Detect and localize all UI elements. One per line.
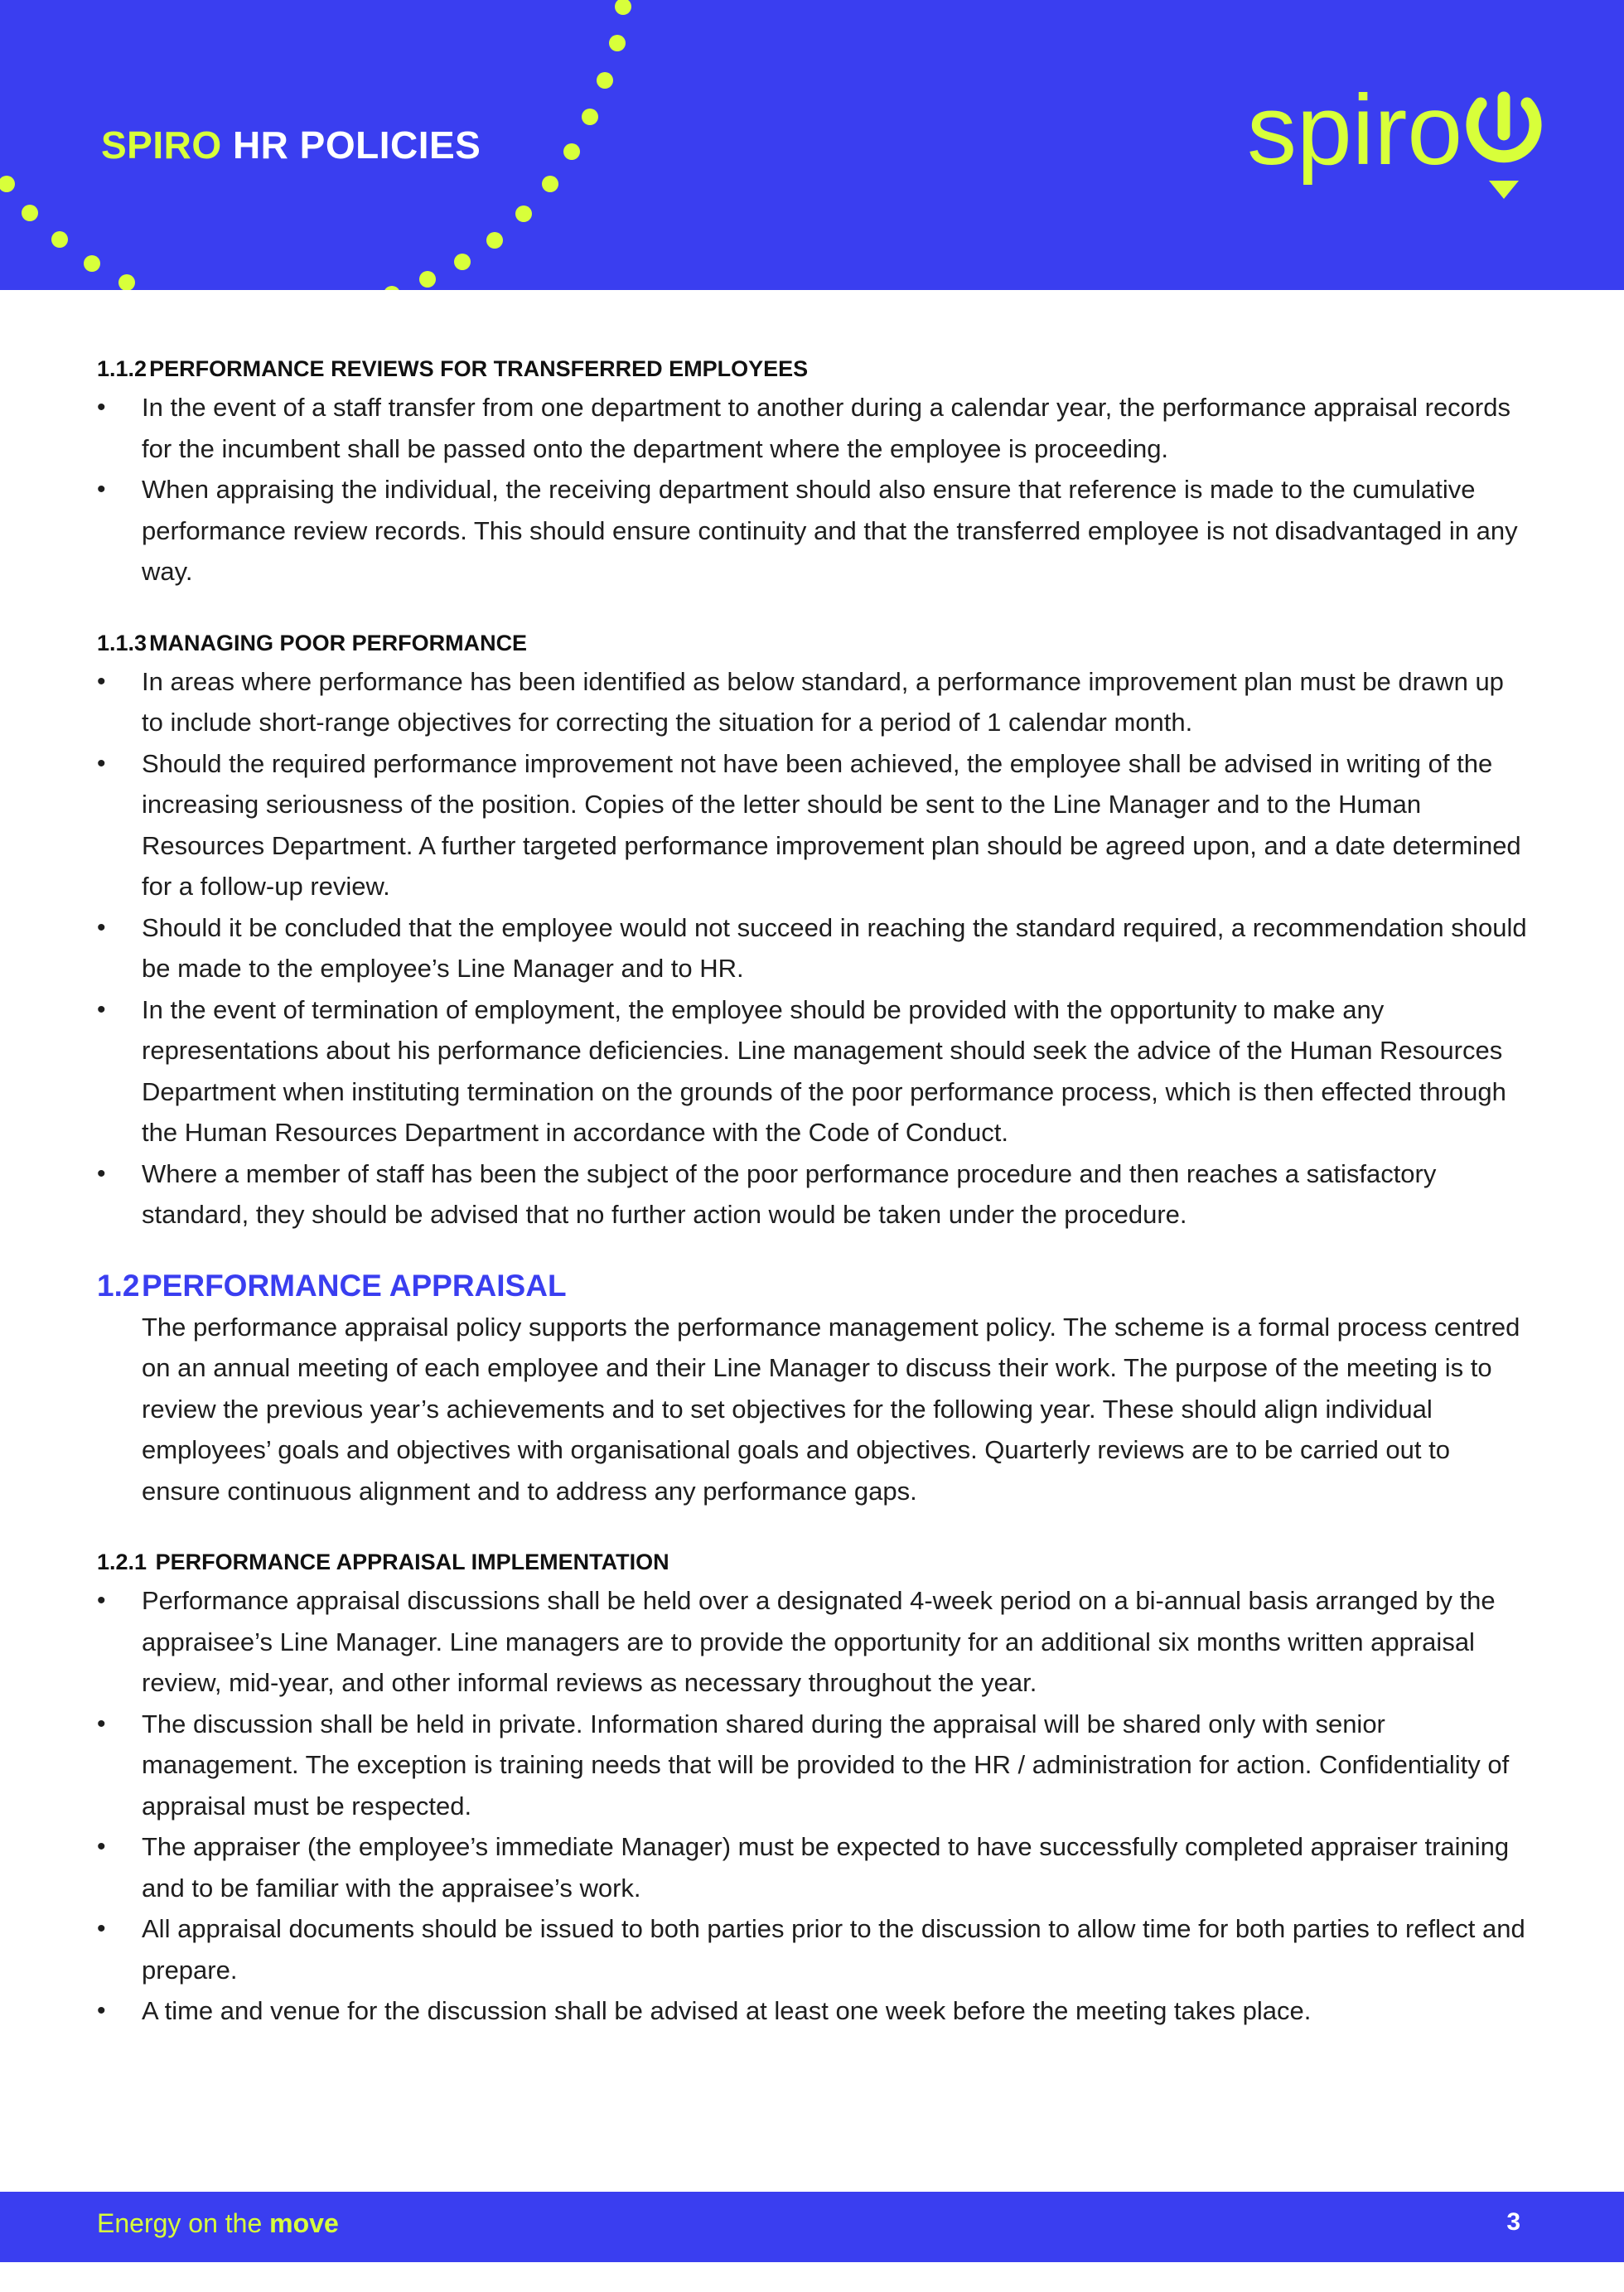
list-item: • Should it be concluded that the employee would not succeed in reaching the standard required, a recommendation should be made to the employee’s Line Manager and to HR. (97, 907, 1530, 989)
power-pin-icon (1472, 98, 1535, 157)
list-1-1-2 (97, 387, 1530, 592)
pin-tip-icon (1489, 181, 1519, 199)
list-item: • The discussion shall be held in private. Information shared during the appraisal will be shared only with senior management. The exception is training needs that will be provided to the HR / administration for action. Confidentiality of appraisal must be respected. (97, 1704, 1530, 1827)
list-item: • When appraising the individual, the receiving department should also ensure that reference is made to the cumulative performance review records. This should ensure continuity and that the transferred employee is not disadvantaged in any way. (97, 469, 1530, 592)
page-number: 3 (1506, 2208, 1520, 2236)
list-item: • All appraisal documents should be issued to both parties prior to the discussion to allow time for both parties to reflect and prepare. (97, 1908, 1530, 1990)
list-1-1-3 (97, 661, 1530, 1235)
heading-1-2: 1.2PERFORMANCE APPRAISAL (97, 1268, 567, 1303)
list-item: • Where a member of staff has been the subject of the poor performance procedure and then reaches a satisfactory standard, they should be advised that no further action would be taken under the procedure. (97, 1153, 1530, 1235)
title-rest: HR POLICIES (232, 123, 481, 167)
page-footer (0, 2192, 1624, 2262)
list-item: • In areas where performance has been identified as below standard, a performance improvement plan must be drawn up to include short-range objectives for correcting the situation for a period of 1 calendar month. (97, 661, 1530, 743)
list-item: • Performance appraisal discussions shall be held over a designated 4-week period on a bi-annual basis arranged by the appraisee’s Line Manager. Line managers are to provide the opportunity for an additional six months written appraisal review, mid-year, and other informal reviews as necessary throughout the year. (97, 1580, 1530, 1704)
heading-1-2-1: 1.2.1 PERFORMANCE APPRAISAL IMPLEMENTATION (97, 1550, 669, 1574)
list-item: • The appraiser (the employee’s immediate Manager) must be expected to have successfully completed appraiser training and to be familiar with the appraisee’s work. (97, 1826, 1530, 1908)
page-content (97, 356, 1530, 2032)
heading-1-1-2: 1.1.2 PERFORMANCE REVIEWS FOR TRANSFERRED EMPLOYEES (97, 356, 809, 381)
footer-tagline: Energy on the move (97, 2208, 339, 2238)
list-1-2-1 (97, 1580, 1530, 2032)
page-header (0, 0, 1624, 290)
list-item: • In the event of a staff transfer from one department to another during a calendar year, the performance appraisal records for the incumbent shall be passed onto the department where the employee is proceeding. (97, 387, 1530, 469)
list-item: • A time and venue for the discussion shall be advised at least one week before the meeting takes place. (97, 1990, 1530, 2032)
logo-text: spiro (1247, 83, 1463, 186)
list-item: • In the event of termination of employment, the employee should be provided with the opportunity to make any representations about his performance deficiencies. Line management should seek the advice of the Human Resources Department when instituting termination on the grounds of the poor performance process, which is then effected through the Human Resources Department in accordance with the Code of Conduct. (97, 989, 1530, 1153)
paragraph-1-2: The performance appraisal policy supports the performance management policy. The scheme is a formal process centred on an annual meeting of each employee and their Line Manager to discuss their work. The purpose of the meeting is to review the previous year’s achievements and to set objectives for the following year. These should align individual employees’ goals and objectives with organisational goals and objectives. Quarterly reviews are to be carried out to ensure continuous alignment and to address any performance gaps. (142, 1312, 1520, 1506)
spiro-logo (1247, 83, 1545, 207)
document-title (101, 123, 481, 167)
heading-1-1-3: 1.1.3 MANAGING POOR PERFORMANCE (97, 630, 528, 655)
title-brand: SPIRO (101, 123, 222, 167)
list-item: • Should the required performance improvement not have been achieved, the employee shall be advised in writing of the increasing seriousness of the position. Copies of the letter should be sent to the Line Manager and to the Human Resources Department. A further targeted performance improvement plan should be agreed upon, and a date determined for a follow-up review. (97, 743, 1530, 907)
